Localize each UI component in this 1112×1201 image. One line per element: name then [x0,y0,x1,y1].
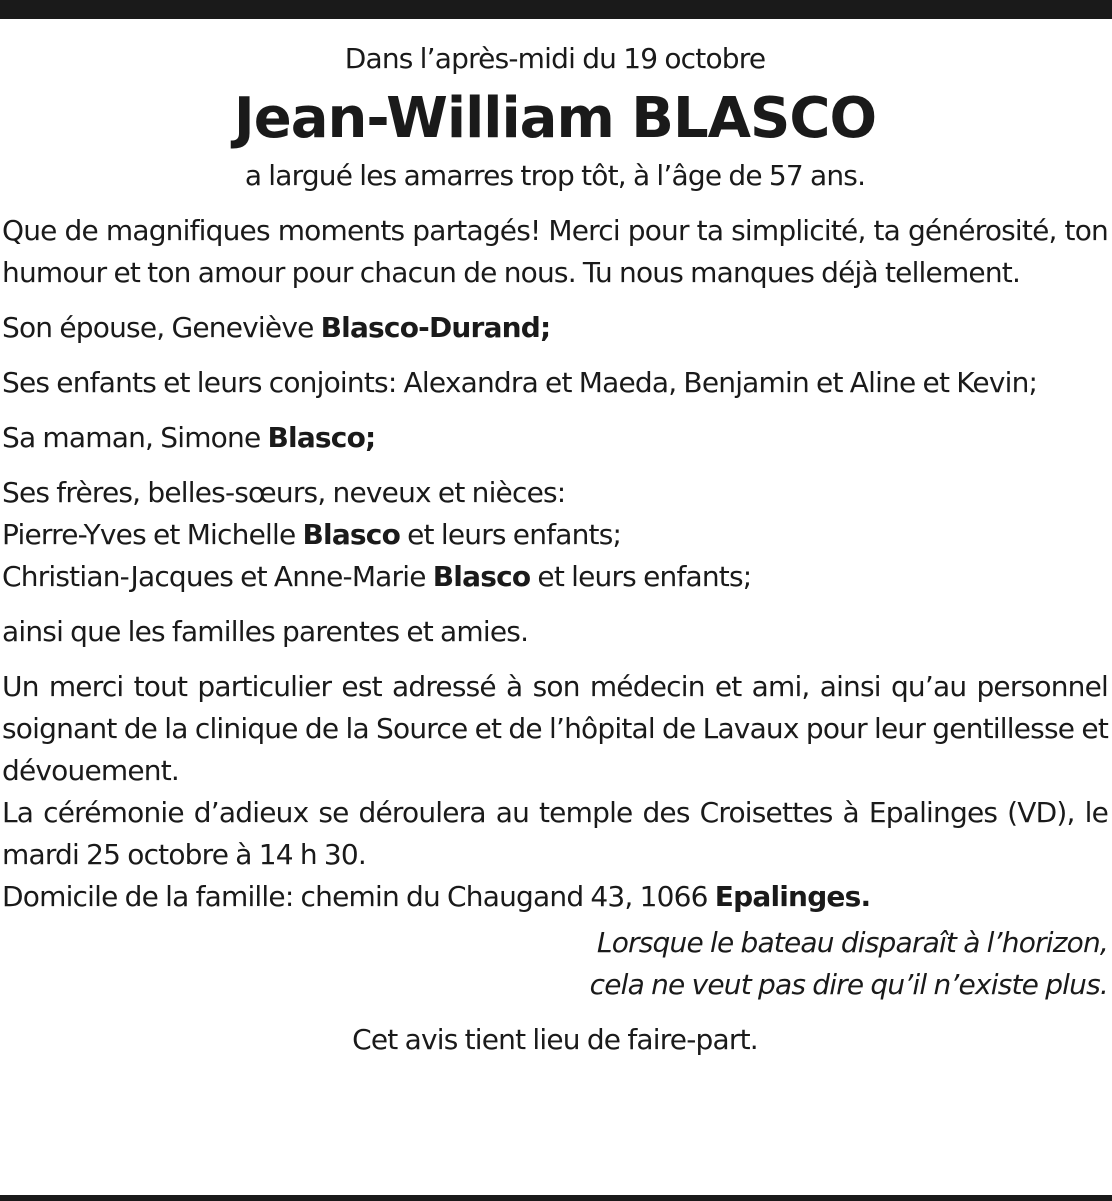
quote-line: cela ne veut pas dire qu’il n’existe plus. [589,968,1108,1001]
children-line: Ses enfants et leurs conjoints: Alexandra et Maeda, Benjamin et Aline et Kevin; [2,366,1038,399]
spouse-line [2,307,1108,349]
siblings-intro: Ses frères, belles-sœurs, neveux et nièces: [2,476,566,509]
sibling-suffix: et leurs enfants; [400,518,622,551]
mother-line [2,417,1108,459]
obituary-notice [2,36,1108,1061]
mother-prefix: Sa maman, Simone [2,421,268,454]
spouse-prefix: Son épouse, Geneviève [2,311,321,344]
mother-surname: Blasco; [267,421,376,454]
deceased-name: Jean-William BLASCO [233,86,877,151]
ceremony-paragraph: La cérémonie d’adieux se déroulera au temple des Croisettes à Epalinges (VD), le mardi 25 octobre à 14 h 30. [2,796,1108,871]
sibling-suffix: et leurs enfants; [530,560,752,593]
sibling-line [2,556,1108,598]
domicile-town: Epalinges. [714,880,871,913]
spouse-surname: Blasco-Durand; [320,311,551,344]
thanks-paragraph: Un merci tout particulier est adressé à son médecin et ami, ainsi qu’au personnel soignant de la clinique de la Source et de l’hôpital de Lavaux pour leur gentillesse et dévouement. [2,670,1108,787]
thanks-block [2,666,1108,918]
extended-family-line: ainsi que les familles parentes et amies. [2,615,529,648]
age-line: a largué les amarres trop tôt, à l’âge de 57 ans. [244,159,866,192]
siblings-block [2,472,1108,598]
sibling-surname: Blasco [432,560,531,593]
top-rule [0,0,1112,19]
sibling-surname: Blasco [302,518,401,551]
bottom-rule [0,1195,1112,1201]
tribute-paragraph: Que de magnifiques moments partagés! Merci pour ta simplicité, ta générosité, ton humour et ton amour pour chacun de nous. Tu nous manques déjà tellement. [2,214,1108,289]
closing-line: Cet avis tient lieu de faire-part. [352,1023,758,1056]
sibling-line [2,514,1108,556]
quote-block [2,922,1108,1006]
domicile-prefix: Domicile de la famille: chemin du Chaugand 43, 1066 [2,880,715,913]
sibling-prefix: Christian-Jacques et Anne-Marie [2,560,433,593]
date-line: Dans l’après-midi du 19 octobre [344,42,766,75]
sibling-prefix: Pierre-Yves et Michelle [2,518,303,551]
domicile-line [2,876,1108,918]
quote-line: Lorsque le bateau disparaît à l’horizon, [596,926,1108,959]
